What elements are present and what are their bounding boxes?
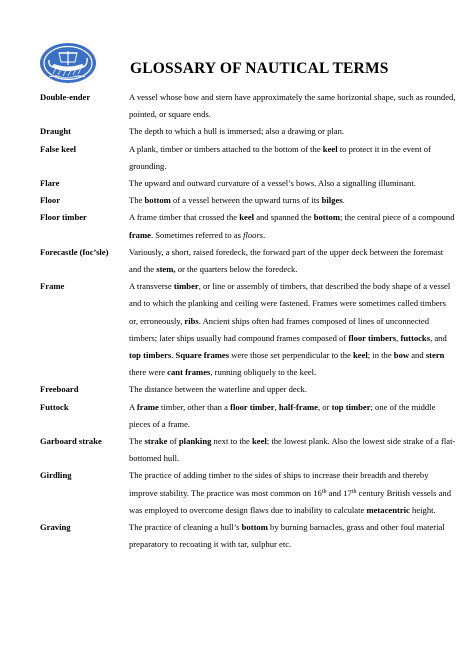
bold-term: planking [178, 436, 212, 447]
definition-text: A plank, timber or timbers attached to the bottom of the [129, 143, 323, 154]
bold-term: bow [393, 350, 410, 361]
glossary-definition [129, 141, 456, 175]
definition-text: ; the lowest plank. Also the lowest side strake of a flat-bottomed hull. [129, 436, 456, 464]
ordinal-suffix: th [351, 488, 357, 495]
definition-text: height. [409, 504, 436, 515]
glossary-term: Floor timber [40, 212, 87, 223]
glossary-definition [129, 89, 456, 123]
bold-term: frame [136, 401, 159, 412]
glossary-term: Futtock [40, 401, 69, 412]
definition-text: The distance between the waterline and upper deck. [129, 384, 308, 395]
bold-term: half-frame [278, 401, 318, 412]
glossary-definition [129, 192, 456, 209]
bold-term: strake [144, 436, 168, 447]
glossary-entry [40, 175, 456, 192]
definition-text: The [129, 436, 145, 447]
definition-text: century British vessels and was employed to overcome design flaws due to inability to calculate [129, 487, 452, 515]
glossary-entry [40, 141, 456, 175]
bold-term: Square frames [175, 350, 230, 361]
glossary-term: Floor [40, 195, 61, 206]
bold-term: futtocks [400, 332, 431, 343]
definition-text: of [167, 436, 179, 447]
definition-text: and [409, 350, 426, 361]
glossary-definition [129, 399, 456, 433]
bold-term: metacentric [366, 504, 410, 515]
definition-text: , running obliquely to the keel. [210, 367, 317, 378]
definition-text: and spanned the [254, 212, 314, 223]
glossary-entry [40, 244, 456, 278]
glossary-definition [129, 175, 456, 192]
definition-text: ; in the [367, 350, 394, 361]
bold-term: keel [239, 212, 255, 223]
definition-text: A frame timber that crossed the [129, 212, 240, 223]
bold-term: bilges [321, 195, 343, 206]
definition-text: A transverse [129, 281, 174, 292]
definition-text: were those set perpendicular to the [229, 350, 353, 361]
bold-term: top timbers [129, 350, 172, 361]
ordinal-suffix: th [321, 488, 327, 495]
definition-text: , or [318, 401, 332, 412]
definition-text: to protect it in the event of grounding. [129, 143, 431, 171]
bold-term: top timber [331, 401, 371, 412]
bold-term: bottom [241, 522, 268, 533]
definition-text: . [342, 195, 345, 206]
glossary-term: False keel [40, 143, 77, 154]
definition-text: timber, other than a [158, 401, 231, 412]
definition-text: , and [430, 332, 447, 343]
bold-term: keel [251, 436, 267, 447]
glossary-term: Double-ender [40, 92, 91, 102]
definition-text: The upward and outward curvature of a vessel’s bows. Also a signalling illuminant. [129, 178, 416, 189]
bold-term: keel [352, 350, 368, 361]
definition-text: A [129, 401, 137, 412]
glossary-entry [40, 192, 456, 209]
glossary-definition [129, 433, 456, 467]
definition-text: of a vessel between the upward turns of its [170, 195, 322, 206]
definition-text: , [274, 401, 279, 412]
glossary-definition [129, 381, 456, 398]
definition-text: . [171, 350, 176, 361]
glossary-definition [129, 209, 456, 243]
bold-term: cant frames [167, 367, 211, 378]
glossary-entry [40, 399, 456, 433]
bold-term: timber [173, 281, 199, 292]
bold-term: keel [322, 143, 338, 154]
bold-term: bottom [313, 212, 340, 223]
bold-term: stern [425, 350, 445, 361]
definition-text: and 17 [326, 487, 352, 498]
definition-text: by burning barnacles, grass and other foul material preparatory to recoating it with tar, sulphur etc. [129, 522, 445, 550]
glossary-term: Forecastle (foc’sle) [40, 246, 109, 257]
glossary-entry [40, 89, 456, 123]
glossary-entry [40, 433, 456, 467]
glossary-definition [129, 519, 456, 553]
glossary-term: Garboard strake [40, 436, 102, 447]
definition-text: there were [129, 367, 168, 378]
glossary-entry [40, 467, 456, 519]
page-title: GLOSSARY OF NAUTICAL TERMS [130, 60, 389, 77]
definition-text: or the quarters below the foredeck. [175, 264, 298, 275]
glossary-entry [40, 381, 456, 398]
glossary-entry [40, 278, 456, 381]
definition-text: Variously, a short, raised foredeck, the forward part of the upper deck between the foremast and the [129, 246, 444, 275]
definition-text: . Sometimes referred to as [150, 229, 244, 240]
glossary-term: Frame [40, 281, 65, 292]
definition-text: ; the central piece of a compound [339, 212, 455, 223]
glossary-term: Freeboard [40, 384, 79, 395]
glossary-definition [129, 244, 456, 278]
definition-text: , or line or assembly of timbers, that described the body shape of a vessel and to which the planking and ceiling were fastened. Frames were sometimes called timbers or, erroneously, [129, 281, 451, 326]
definition-text: The depth to which a hull is immersed; also a drawing or plan. [129, 126, 345, 137]
bold-term: ribs [184, 315, 199, 326]
glossary-entry [40, 209, 456, 243]
definition-text: . Ancient ships often had frames composed of lines of unconnected timbers; later ships usually had compound frames composed of [129, 315, 430, 343]
definition-text: , [396, 332, 401, 343]
bold-term: floor timbers [348, 332, 397, 343]
glossary-entry [40, 123, 456, 140]
definition-text: next to the [211, 436, 252, 447]
glossary-definition [129, 123, 456, 140]
bold-term: bottom [144, 195, 171, 206]
definition-text: The practice of adding timber to the sides of ships to increase their breadth and thereby improve stability. The practice was most common on 16 [129, 470, 429, 498]
definition-text: The [129, 195, 145, 206]
bold-term: floor timber [230, 401, 275, 412]
glossary-term: Draught [40, 126, 72, 137]
glossary-definition [129, 278, 456, 381]
bold-term: stem, [156, 264, 176, 275]
glossary-definition [129, 467, 456, 519]
definition-text: The practice of cleaning a hull’s [129, 522, 242, 533]
glossary-list [40, 89, 456, 553]
definition-text: . [263, 229, 266, 240]
definition-text: ; one of the middle pieces of a frame. [129, 401, 436, 429]
glossary-term: Flare [40, 178, 60, 189]
bold-term: frame [129, 229, 151, 240]
glossary-entry [40, 519, 456, 553]
italic-term: floors [243, 229, 264, 240]
ship-emblem-icon [39, 42, 97, 84]
glossary-term: Graving [40, 522, 71, 533]
glossary-term: Girdling [40, 470, 72, 481]
definition-text: A vessel whose bow and stern have approximately the same horizontal shape, such as rounded, pointed, or square ends. [129, 92, 456, 120]
